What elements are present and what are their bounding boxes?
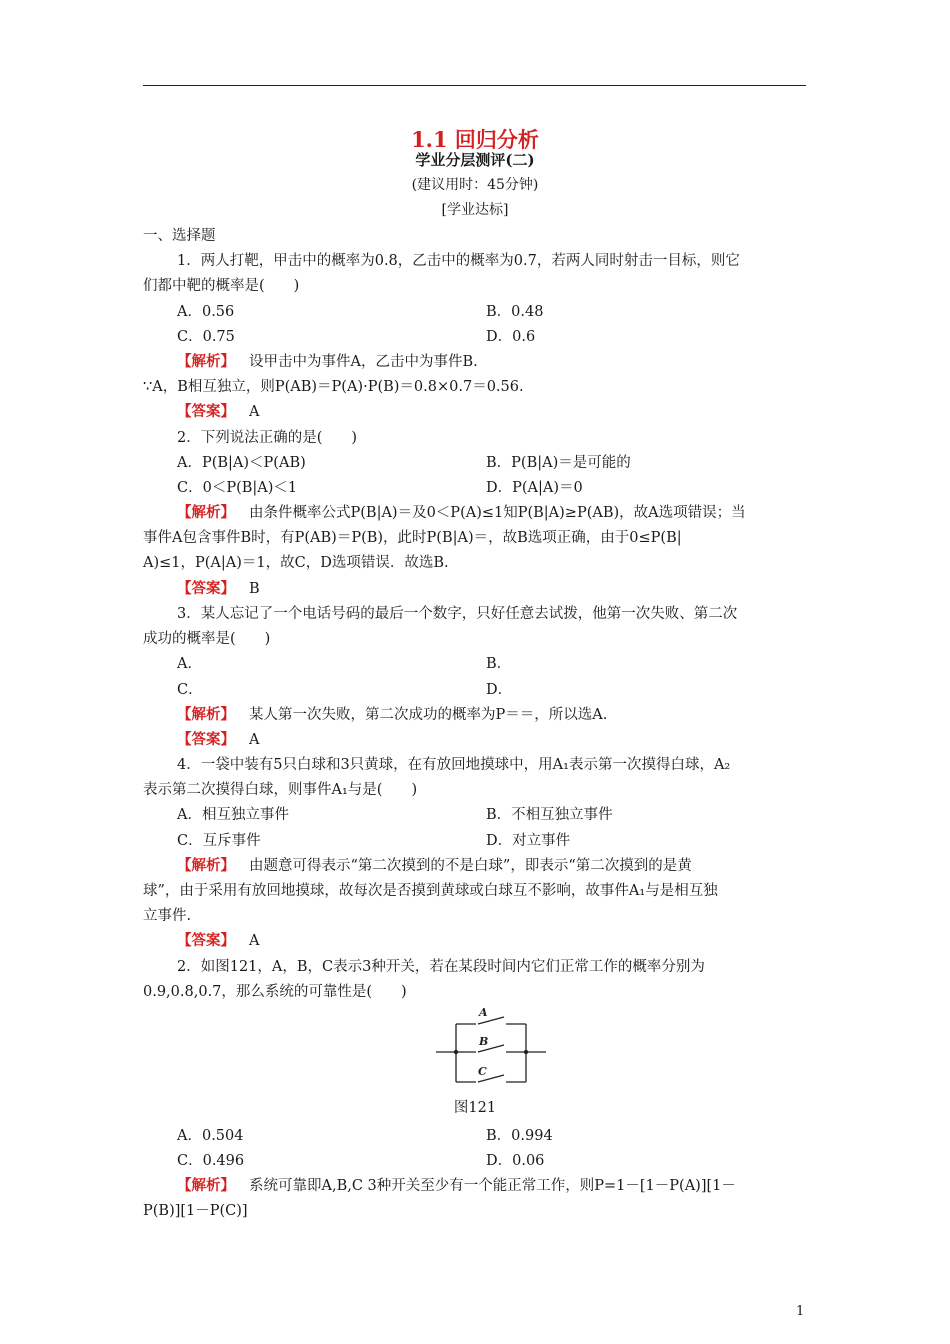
analysis-tag: 【解析】 — [177, 857, 235, 874]
analysis-tag: 【解析】 — [177, 706, 235, 723]
answer-tag: 【答案】 — [177, 731, 235, 748]
analysis-tag: 【解析】 — [177, 1177, 235, 1194]
q4-option-d: D．对立事件 — [486, 833, 571, 849]
q2-option-d: D．P(A|A)＝0 — [486, 480, 583, 496]
suggested-time: (建议用时：45分钟) — [411, 177, 539, 193]
q3-option-b: B． — [486, 656, 512, 672]
q4-option-b: B．不相互独立事件 — [486, 807, 613, 823]
q2-analysis: 【解析】 由条件概率公式P(B|A)＝及0＜P(A)≤1知P(B|A)≥P(AB)，故A选项错误；当 — [177, 504, 746, 521]
section-heading: 一、选择题 — [143, 228, 216, 244]
q4-stem-2: 表示第二次摸得白球，则事件A₁与是( ) — [143, 782, 418, 798]
switch-label-c: C — [478, 1065, 487, 1078]
q2-option-a: A．P(B|A)＜P(AB) — [177, 455, 306, 471]
level-label: [学业达标] — [441, 202, 509, 218]
answer-tag: 【答案】 — [177, 580, 235, 597]
q1-option-a: A．0.56 — [177, 304, 235, 320]
q2-analysis-2: 事件A包含事件B时，有P(AB)＝P(B)，此时P(B|A)＝，故B选项正确，由于0≤P(B| — [143, 530, 682, 546]
q5-stem-1: 2．如图121，A，B，C表示3种开关，若在某段时间内它们正常工作的概率分别为 — [177, 959, 705, 975]
page-number: 1 — [796, 1304, 805, 1319]
q3-option-d: D． — [486, 682, 513, 698]
figure-caption: 图121 — [453, 1100, 497, 1116]
q3-option-a: A． — [177, 656, 202, 672]
header-rule — [143, 85, 806, 86]
q5-option-a: A．0.504 — [177, 1128, 244, 1144]
q3-option-c: C． — [177, 682, 203, 698]
switch-label-b: B — [479, 1035, 489, 1048]
switch-label-a: A — [479, 1006, 488, 1019]
q5-option-c: C．0.496 — [177, 1153, 245, 1169]
q1-option-d: D．0.6 — [486, 329, 536, 345]
q1-analysis-2: ∵A，B相互独立，则P(AB)＝P(A)·P(B)＝0.8×0.7＝0.56. — [143, 379, 524, 395]
q4-stem-1: 4．一袋中装有5只白球和3只黄球，在有放回地摸球中，用A₁表示第一次摸得白球，A₂ — [177, 757, 731, 773]
q5-option-d: D．0.06 — [486, 1153, 545, 1169]
q4-analysis-3: 立事件. — [143, 908, 192, 924]
q1-answer: 【答案】 A — [177, 403, 260, 420]
q4-option-c: C．互斥事件 — [177, 833, 261, 849]
q1-option-b: B．0.48 — [486, 304, 544, 320]
q2-answer: 【答案】 B — [177, 580, 260, 597]
q2-analysis-3: A)≤1，P(A|A)＝1，故C，D选项错误．故选B. — [143, 555, 449, 571]
q1-stem-1: 1．两人打靶，甲击中的概率为0.8，乙击中的概率为0.7，若两人同时射击一目标，则它 — [177, 253, 740, 269]
q1-option-c: C．0.75 — [177, 329, 235, 345]
q3-answer: 【答案】 A — [177, 731, 260, 748]
q5-analysis: 【解析】 系统可靠即A,B,C 3种开关至少有一个能正常工作，则P=1－[1－P(A)][1－ — [177, 1177, 736, 1194]
q1-analysis: 【解析】 设甲击中为事件A，乙击中为事件B. — [177, 353, 478, 370]
switch-circuit-diagram — [436, 1006, 546, 1086]
answer-tag: 【答案】 — [177, 932, 235, 949]
page-title: 1.1 回归分析 — [411, 127, 539, 152]
page-subtitle: 学业分层测评(二) — [415, 151, 535, 169]
q5-stem-2: 0.9,0.8,0.7，那么系统的可靠性是( ) — [143, 984, 407, 1000]
q4-answer: 【答案】 A — [177, 932, 260, 949]
answer-tag: 【答案】 — [177, 403, 235, 420]
q4-analysis: 【解析】 由题意可得表示“第二次摸到的不是白球”，即表示“第二次摸到的是黄 — [177, 857, 692, 874]
q3-stem-1: 3．某人忘记了一个电话号码的最后一个数字，只好任意去试拨，他第一次失败、第二次 — [177, 606, 738, 622]
q2-stem: 2．下列说法正确的是( ) — [177, 430, 358, 446]
analysis-tag: 【解析】 — [177, 353, 235, 370]
q4-analysis-2: 球”，由于采用有放回地摸球，故每次是否摸到黄球或白球互不影响，故事件A₁与是相互独 — [143, 883, 718, 899]
q1-stem-2: 们都中靶的概率是( ) — [143, 278, 300, 294]
q3-analysis: 【解析】 某人第一次失败，第二次成功的概率为P＝＝，所以选A. — [177, 706, 608, 723]
q5-option-b: B．0.994 — [486, 1128, 553, 1144]
q2-option-c: C．0＜P(B|A)＜1 — [177, 480, 298, 496]
q4-option-a: A．相互独立事件 — [177, 807, 289, 823]
q5-analysis-2: P(B)][1－P(C)] — [143, 1203, 248, 1219]
q3-stem-2: 成功的概率是( ) — [143, 631, 271, 647]
q2-option-b: B．P(B|A)＝是可能的 — [486, 455, 631, 471]
analysis-tag: 【解析】 — [177, 504, 235, 521]
